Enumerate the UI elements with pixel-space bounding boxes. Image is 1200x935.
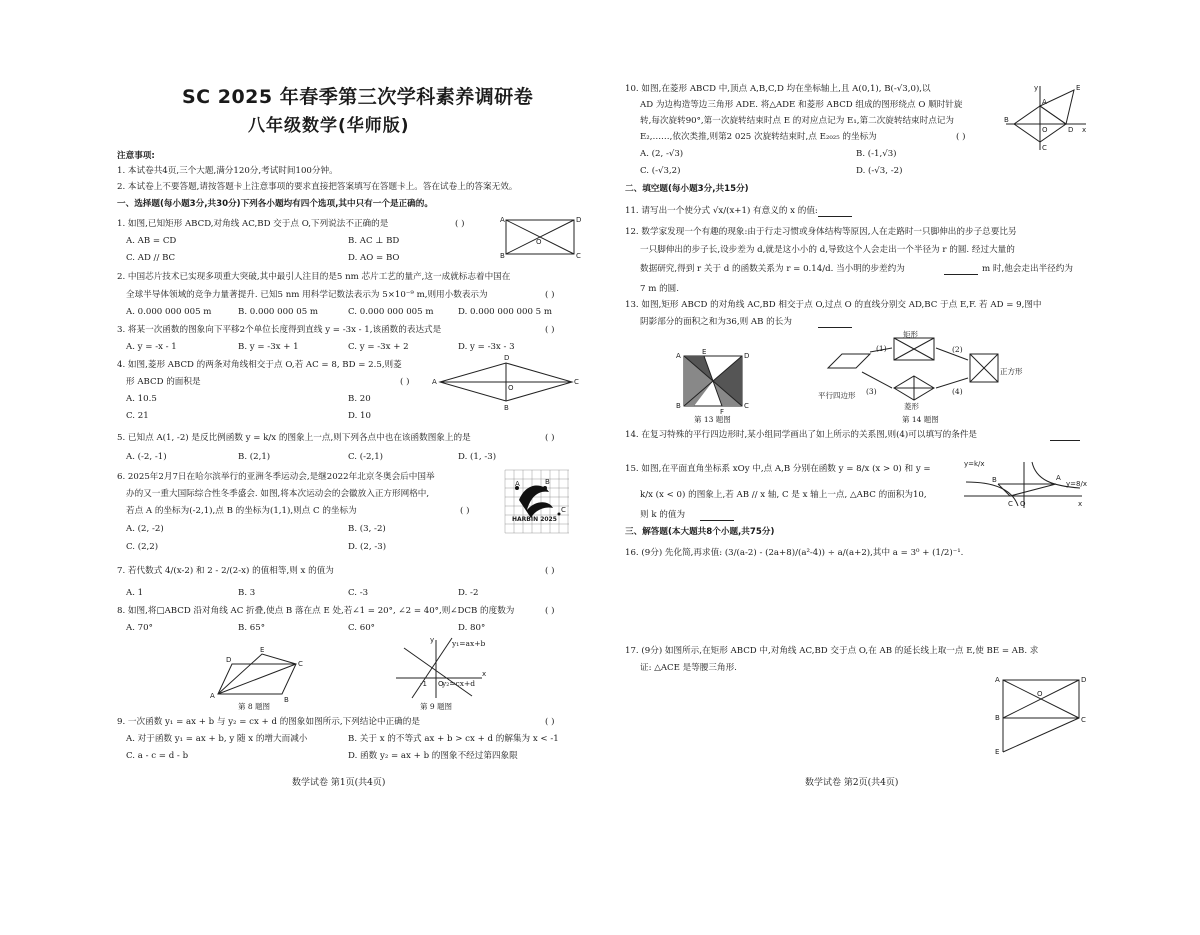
q11-stem: 11. 请写出一个使分式 √x/(x+1) 有意义的 x 的值: bbox=[625, 206, 818, 216]
q14-step-3: (3) bbox=[866, 387, 877, 396]
q6-option-b: B. (3, -2) bbox=[348, 524, 386, 534]
svg-text:B: B bbox=[676, 402, 681, 410]
q8-option-c: C. 60° bbox=[348, 623, 375, 633]
q12-line-3-tail: m 时,他会走出半径约为 bbox=[982, 264, 1073, 274]
svg-text:C: C bbox=[1042, 144, 1047, 152]
svg-text:A: A bbox=[500, 216, 505, 224]
svg-text:C: C bbox=[561, 506, 566, 514]
q15-line-3: 则 k 的值为 bbox=[640, 510, 686, 520]
svg-text:y=k/x: y=k/x bbox=[964, 460, 985, 468]
svg-text:y: y bbox=[430, 636, 435, 644]
q10-bracket: ( ) bbox=[956, 132, 966, 142]
q5-stem: 5. 已知点 A(1, -2) 是反比例函数 y = k/x 的图象上一点,则下列各点中也在该函数图象上的是 bbox=[117, 433, 471, 443]
q6-line-3: 若点 A 的坐标为(-2,1),点 B 的坐标为(1,1),则点 C 的坐标为 bbox=[126, 506, 357, 516]
q5-option-b: B. (2,1) bbox=[238, 452, 271, 462]
q16-stem: 16. (9分) 先化简,再求值: (3/(a-2) - (2a+8)/(a²-4)) ÷ a/(a+2),其中 a = 3⁰ + (1/2)⁻¹. bbox=[625, 548, 964, 558]
svg-text:O: O bbox=[1042, 126, 1048, 134]
q9-option-c: C. a - c = d - b bbox=[126, 751, 189, 761]
q3-stem: 3. 将某一次函数的图象向下平移2个单位长度得到直线 y = -3x - 1,该函数的表达式是 bbox=[117, 325, 442, 335]
q2-option-d: D. 0.000 000 000 5 m bbox=[458, 307, 552, 317]
q4-option-b: B. 20 bbox=[348, 394, 371, 404]
q12-answer-blank bbox=[944, 266, 978, 275]
q2-option-a: A. 0.000 000 005 m bbox=[126, 307, 212, 317]
q4-option-a: A. 10.5 bbox=[126, 394, 157, 404]
q7-option-d: D. -2 bbox=[458, 588, 479, 598]
section-3-heading: 三、解答题(本大题共8个小题,共75分) bbox=[625, 527, 775, 537]
q12-line-1: 12. 数学家发现一个有趣的现象:由于行走习惯或身体结构等原因,人在走路时一只脚伸出的步子总要比另 bbox=[625, 227, 1017, 237]
svg-text:B: B bbox=[504, 404, 509, 412]
page-1-footer: 数学试卷 第1页(共4页) bbox=[292, 778, 386, 788]
page-2-footer: 数学试卷 第2页(共4页) bbox=[805, 778, 899, 788]
svg-text:x: x bbox=[482, 670, 487, 678]
q15-hyperbola-figure bbox=[962, 458, 1086, 508]
svg-text:D: D bbox=[576, 216, 582, 224]
q6-emblem-text: HARBIN 2025 bbox=[512, 516, 557, 523]
q5-bracket: ( ) bbox=[545, 433, 555, 443]
section-2-heading: 二、填空题(每小题3分,共15分) bbox=[625, 184, 749, 194]
q5-option-c: C. (-2,1) bbox=[348, 452, 384, 462]
svg-text:C: C bbox=[1008, 500, 1013, 508]
svg-text:-1: -1 bbox=[420, 680, 427, 688]
q10-option-d: D. (-√3, -2) bbox=[856, 166, 903, 176]
q14-answer-blank bbox=[1050, 432, 1080, 441]
svg-text:D: D bbox=[1068, 126, 1074, 134]
q15-line-2: k/x (x < 0) 的图象上,若 AB // x 轴, C 是 x 轴上一点, △ABC 的面积为10, bbox=[640, 490, 927, 500]
svg-text:y=8/x: y=8/x bbox=[1066, 480, 1087, 488]
svg-text:A: A bbox=[676, 352, 681, 360]
q3-option-b: B. y = -3x + 1 bbox=[238, 342, 299, 352]
svg-text:C: C bbox=[574, 378, 579, 386]
q4-bracket: ( ) bbox=[400, 377, 410, 387]
svg-text:O: O bbox=[438, 680, 444, 688]
svg-text:O: O bbox=[1037, 690, 1043, 698]
exam-title: SC 2025 年春季第三次学科素养调研卷 bbox=[182, 86, 534, 108]
q3-option-c: C. y = -3x + 2 bbox=[348, 342, 409, 352]
notice-1: 1. 本试卷共4页,三个大题,满分120分,考试时间100分钟。 bbox=[117, 166, 338, 176]
q14-stem: 14. 在复习特殊的平行四边形时,某小组同学画出了如上所示的关系图,则(4)可以填写的条件是 bbox=[625, 430, 978, 440]
q9-bracket: ( ) bbox=[545, 717, 555, 727]
q12-line-4: 7 m 的圆. bbox=[640, 284, 679, 294]
q4-line-2: 形 ABCD 的面积是 bbox=[126, 377, 201, 387]
q14-label-rhombus: 菱形 bbox=[904, 402, 919, 411]
svg-text:A: A bbox=[1042, 98, 1047, 106]
q6-line-1: 6. 2025年2月7日在哈尔滨举行的亚洲冬季运动会,是继2022年北京冬奥会后中国举 bbox=[117, 472, 435, 482]
q7-option-c: C. -3 bbox=[348, 588, 369, 598]
q1-option-d: D. AO = BO bbox=[348, 253, 400, 263]
q13-figure-caption: 第 13 题图 bbox=[694, 415, 731, 424]
q17-line-1: 17. (9分) 如图所示,在矩形 ABCD 中,对角线 AC,BD 交于点 O,在 AB 的延长线上取一点 E,使 BE = AB. 求 bbox=[625, 646, 1039, 656]
q13-line-2: 阴影部分的面积之和为36,则 AB 的长为 bbox=[640, 317, 792, 327]
q4-rhombus-figure bbox=[432, 354, 579, 412]
svg-text:B: B bbox=[995, 714, 1000, 722]
q3-option-a: A. y = -x - 1 bbox=[126, 342, 177, 352]
svg-text:y: y bbox=[1034, 84, 1039, 92]
q17-line-2: 证: △ACE 是等腰三角形. bbox=[640, 663, 737, 673]
q4-line-1: 4. 如图,菱形 ABCD 的两条对角线相交于点 O,若 AC = 8, BD = 2.5,则菱 bbox=[117, 360, 402, 370]
notice-2: 2. 本试卷上不要答题,请按答题卡上注意事项的要求直接把答案填写在答题卡上。答在试卷上的答案无效。 bbox=[117, 182, 518, 192]
svg-text:B: B bbox=[284, 696, 289, 704]
q1-stem: 1. 如图,已知矩形 ABCD,对角线 AC,BD 交于点 O,下列说法不正确的是 bbox=[117, 219, 389, 229]
svg-text:A: A bbox=[995, 676, 1000, 684]
svg-text:B: B bbox=[545, 478, 550, 486]
notice-heading: 注意事项: bbox=[117, 151, 155, 161]
svg-text:E: E bbox=[260, 646, 265, 654]
svg-text:O: O bbox=[536, 238, 542, 246]
q2-line-1: 2. 中国芯片技术已实现多项重大突破,其中最引人注目的是5 nm 芯片工艺的量产,这一成就标志着中国在 bbox=[117, 272, 511, 282]
q1-bracket: ( ) bbox=[455, 219, 465, 229]
q10-line-2: AD 为边构造等边三角形 ADE. 将△ADE 和菱形 ABCD 组成的图形绕点 O 顺时针旋 bbox=[640, 100, 963, 110]
q8-parallelogram-figure bbox=[210, 646, 308, 704]
q8-figure-caption: 第 8 题图 bbox=[238, 702, 271, 711]
q8-option-d: D. 80° bbox=[458, 623, 486, 633]
q10-line-1: 10. 如图,在菱形 ABCD 中,顶点 A,B,C,D 均在坐标轴上,且 A(0,1), B(-√3,0),以 bbox=[625, 84, 931, 94]
svg-text:A: A bbox=[210, 692, 215, 700]
q10-option-c: C. (-√3,2) bbox=[640, 166, 681, 176]
svg-text:E: E bbox=[702, 348, 707, 356]
q9-option-b: B. 关于 x 的不等式 ax + b > cx + d 的解集为 x < -1 bbox=[348, 734, 559, 744]
q2-option-b: B. 0.000 000 05 m bbox=[238, 307, 319, 317]
q1-option-b: B. AC ⊥ BD bbox=[348, 236, 400, 246]
q10-rhombus-axes-figure bbox=[1002, 84, 1090, 150]
q9-option-d: D. 函数 y₂ = ax + b 的图象不经过第四象限 bbox=[348, 751, 518, 761]
svg-text:C: C bbox=[744, 402, 749, 410]
q17-rectangle-extension-figure bbox=[995, 676, 1087, 756]
q9-option-a: A. 对于函数 y₁ = ax + b, y 随 x 的增大而减小 bbox=[126, 734, 308, 744]
q13-line-1: 13. 如图,矩形 ABCD 的对角线 AC,BD 相交于点 O,过点 O 的直线分别交 AD,BC 于点 E,F. 若 AD = 9,图中 bbox=[625, 300, 1042, 310]
q9-stem: 9. 一次函数 y₁ = ax + b 与 y₂ = cx + d 的图象如图所示,下列结论中正确的是 bbox=[117, 717, 420, 727]
q3-option-d: D. y = -3x - 3 bbox=[458, 342, 515, 352]
q8-option-a: A. 70° bbox=[126, 623, 153, 633]
q5-option-a: A. (-2, -1) bbox=[126, 452, 167, 462]
q1-option-c: C. AD // BC bbox=[126, 253, 176, 263]
q9-line-label-y2: y₂=cx+d bbox=[442, 679, 476, 688]
q7-option-a: A. 1 bbox=[126, 588, 144, 598]
q4-option-d: D. 10 bbox=[348, 411, 371, 421]
svg-text:O: O bbox=[508, 384, 514, 392]
svg-text:A: A bbox=[432, 378, 437, 386]
svg-text:C: C bbox=[576, 252, 581, 260]
svg-text:C: C bbox=[1081, 716, 1086, 724]
svg-text:B: B bbox=[1004, 116, 1009, 124]
q7-stem: 7. 若代数式 4/(x-2) 和 2 - 2/(2-x) 的值相等,则 x 的值为 bbox=[117, 566, 334, 576]
section-1-heading: 一、选择题(每小题3分,共30分)下列各小题均有四个选项,其中只有一个是正确的。 bbox=[117, 199, 433, 209]
svg-text:E: E bbox=[995, 748, 1000, 756]
svg-text:F: F bbox=[720, 408, 725, 416]
q12-line-2: 一只脚伸出的步子长,设步差为 d,就是这小小的 d,导致这个人会走出一个半径为 r 的圆. 经过大量的 bbox=[640, 245, 1015, 255]
q6-bracket: ( ) bbox=[460, 506, 470, 516]
svg-text:O: O bbox=[1020, 500, 1026, 508]
exam-subtitle: 八年级数学(华师版) bbox=[248, 116, 410, 136]
q6-option-d: D. (2, -3) bbox=[348, 542, 387, 552]
svg-text:D: D bbox=[1081, 676, 1087, 684]
svg-text:B: B bbox=[992, 476, 997, 484]
q2-option-c: C. 0.000 000 005 m bbox=[348, 307, 434, 317]
q10-line-4: E₂,……,依次类推,则第2 025 次旋转结束时,点 E₂₀₂₅ 的坐标为 bbox=[640, 132, 877, 142]
q15-answer-blank bbox=[700, 512, 734, 521]
svg-text:E: E bbox=[1076, 84, 1081, 92]
q3-bracket: ( ) bbox=[545, 325, 555, 335]
svg-text:A: A bbox=[1056, 474, 1061, 482]
q5-option-d: D. (1, -3) bbox=[458, 452, 497, 462]
q14-figure-caption: 第 14 题图 bbox=[902, 415, 939, 424]
svg-text:C: C bbox=[298, 660, 303, 668]
q1-rectangle-figure bbox=[502, 218, 582, 258]
svg-text:D: D bbox=[744, 352, 750, 360]
q14-label-square: 正方形 bbox=[1000, 367, 1023, 376]
svg-text:D: D bbox=[226, 656, 232, 664]
q8-stem: 8. 如图,将□ABCD 沿对角线 AC 折叠,使点 B 落在点 E 处,若∠1 = 20°, ∠2 = 40°,则∠DCB 的度数为 bbox=[117, 606, 515, 616]
q14-label-parallelogram: 平行四边形 bbox=[818, 391, 856, 400]
q11-answer-blank bbox=[818, 208, 852, 217]
q15-line-1: 15. 如图,在平面直角坐标系 xOy 中,点 A,B 分别在函数 y = 8/x (x > 0) 和 y = bbox=[625, 464, 931, 474]
q9-line-label-y1: y₁=ax+b bbox=[452, 639, 486, 648]
q13-shaded-rectangle-figure bbox=[676, 348, 750, 416]
q7-option-b: B. 3 bbox=[238, 588, 256, 598]
svg-text:B: B bbox=[500, 252, 505, 260]
q10-line-3: 转,每次旋转90°,第一次旋转结束时点 E 的对应点记为 E₁,第二次旋转结束时点记为 bbox=[640, 116, 955, 126]
svg-text:D: D bbox=[504, 354, 510, 362]
q14-step-2: (2) bbox=[952, 345, 963, 354]
q2-bracket: ( ) bbox=[545, 290, 555, 300]
q6-line-2: 办的又一重大国际综合性冬季盛会. 如图,将本次运动会的会徽放入正方形网格中, bbox=[126, 489, 430, 499]
q9-figure-caption: 第 9 题图 bbox=[420, 702, 453, 711]
svg-text:x: x bbox=[1082, 126, 1087, 134]
q6-option-a: A. (2, -2) bbox=[126, 524, 164, 534]
q14-step-4: (4) bbox=[952, 387, 963, 396]
svg-text:A: A bbox=[515, 480, 520, 488]
q8-option-b: B. 65° bbox=[238, 623, 266, 633]
q10-option-b: B. (-1,√3) bbox=[856, 149, 897, 159]
q4-option-c: C. 21 bbox=[126, 411, 149, 421]
q7-bracket: ( ) bbox=[545, 566, 555, 576]
q13-answer-blank bbox=[818, 319, 852, 328]
q6-option-c: C. (2,2) bbox=[126, 542, 159, 552]
q14-label-rectangle: 矩形 bbox=[903, 330, 918, 339]
q2-line-2: 全球半导体领域的竞争力量著提升. 已知5 nm 用科学记数法表示为 5×10⁻⁹ m,则用小数表示为 bbox=[126, 290, 488, 300]
q1-option-a: A. AB = CD bbox=[126, 236, 177, 246]
q12-line-3: 数据研究,得到 r 关于 d 的函数关系为 r = 0.14/d. 当小明的步差约为 bbox=[640, 264, 905, 274]
q14-step-1: (1) bbox=[876, 344, 887, 353]
q8-bracket: ( ) bbox=[545, 606, 555, 616]
q10-option-a: A. (2, -√3) bbox=[640, 149, 684, 159]
svg-text:x: x bbox=[1078, 500, 1083, 508]
